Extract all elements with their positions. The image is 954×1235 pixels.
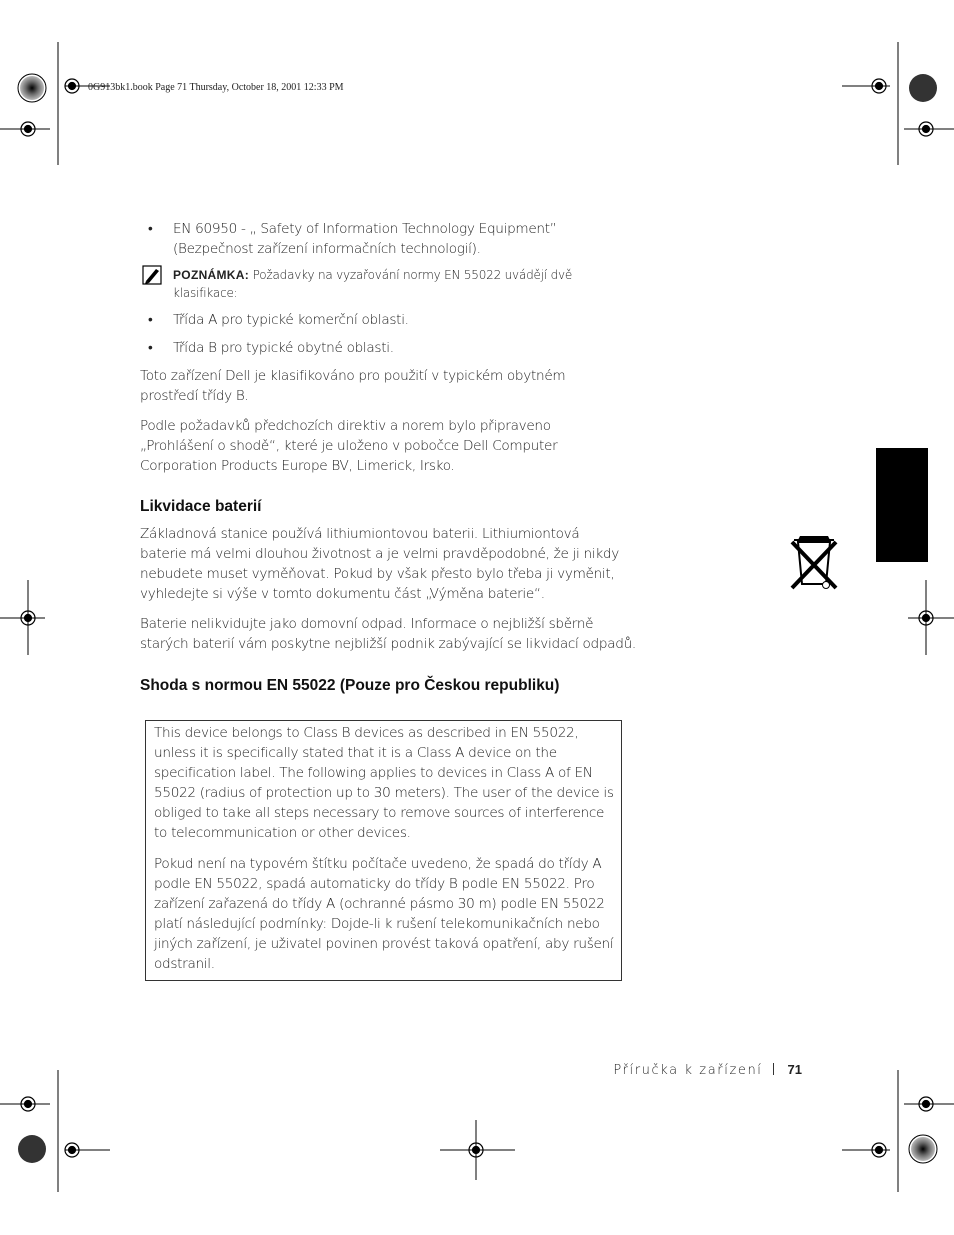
footer-separator bbox=[773, 1063, 774, 1075]
en55022-czech-paragraph: Pokud není na typovém štítku počítače uvedeno, že spadá do třídy A podle EN 55022, spadá automaticky do třídy B podle EN 55022. Pro zařízení zařazená do třídy A (ochranné pásmo 30 m) podle EN 55022 platí následující podmínky: Dojde-li k rušení telekomunikačních nebo jiných zařízení, je uživatel povinen provést taková opatření, aby rušení odstranil. bbox=[154, 856, 614, 972]
en55022-notice-box bbox=[145, 720, 622, 981]
print-header-info: 0G913bk1.book Page 71 Thursday, October 18, 2001 12:33 PM bbox=[88, 82, 344, 93]
en55022-heading: Shoda s normou EN 55022 (Pouze pro Českou republiku) bbox=[140, 677, 560, 694]
crossed-out-bin-icon bbox=[790, 532, 838, 590]
battery-heading: Likvidace baterií bbox=[140, 498, 262, 515]
note-body: Požadavky na vyzařování normy EN 55022 uvádějí dvě klasifikace: bbox=[173, 268, 573, 300]
en55022-english-paragraph: This device belongs to Class B devices as described in EN 55022, unless it is specifically stated that it is a Class A device on the specification label. The following applies to devices in Class A of EN 55022 (radius of protection up to 30 meters). The user of the device is obliged to take all steps necessary to remove sources of interference to telecommunication or other devices. bbox=[154, 725, 614, 841]
note-text bbox=[173, 266, 613, 302]
class-a-item: Třída A pro typické komerční oblasti. bbox=[173, 312, 409, 328]
chapter-side-tab bbox=[876, 448, 928, 562]
bullet-mark: • bbox=[148, 221, 153, 237]
page-number: 71 bbox=[787, 1062, 802, 1077]
footer-title: Příručka k zařízení bbox=[613, 1063, 763, 1078]
note-pencil-icon bbox=[142, 265, 162, 285]
en60950-line2: (Bezpečnost zařízení informačních technologií). bbox=[173, 241, 481, 257]
classification-paragraph: Toto zařízení Dell je klasifikováno pro použití v typickém obytném prostředí třídy B. bbox=[140, 368, 566, 404]
declaration-paragraph: Podle požadavků předchozích direktiv a norem bylo připraveno „Prohlášení o shodě“, které je uloženo v pobočce Dell Computer Corporation Products Europe BV, Limerick, Irsko. bbox=[140, 418, 558, 474]
class-b-item: Třída B pro typické obytné oblasti. bbox=[173, 340, 394, 356]
bullet-mark: • bbox=[148, 312, 153, 328]
bullet-mark: • bbox=[148, 340, 153, 356]
en60950-line1: EN 60950 - „ Safety of Information Technology Equipment” bbox=[173, 221, 557, 237]
page-footer bbox=[613, 1062, 802, 1078]
note-label: POZNÁMKA: bbox=[173, 268, 250, 282]
battery-paragraph-1: Základnová stanice používá lithiumiontovou baterii. Lithiumiontová baterie má velmi dlouhou životnost a je velmi pravděpodobné, že ji nikdy nebudete muset vyměňovat. Pokud by však přesto bylo třeba ji vyměnit, vyhledejte si výše v tomto dokumentu část „Výměna baterie“. bbox=[140, 526, 619, 602]
battery-paragraph-2: Baterie nelikvidujte jako domovní odpad. Informace o nejbližší sběrně starých baterií vám poskytne nejbližší podnik zabývající se likvidací odpadů. bbox=[140, 616, 636, 652]
